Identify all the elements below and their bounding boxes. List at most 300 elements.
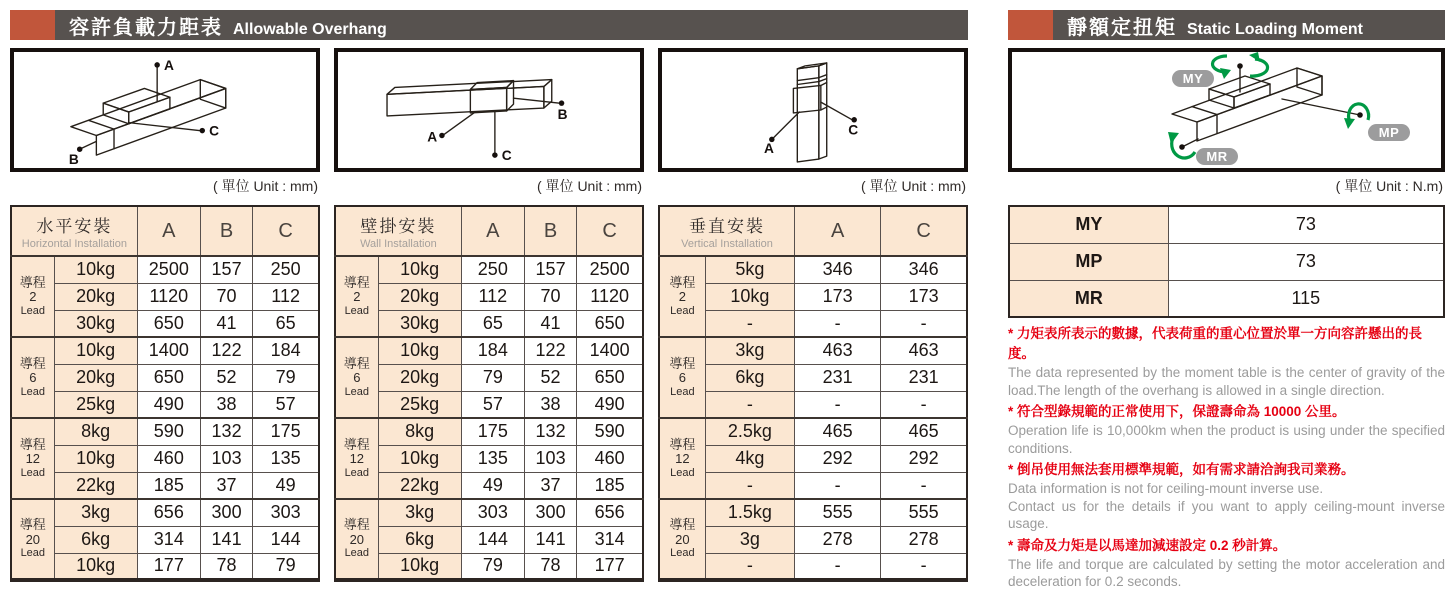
load-cell: 1.5kg [705,499,794,526]
value-cell: - [795,553,881,580]
footnote-en: The data represented by the moment table is the center of gravity of the load.The length of the overhang is allowed in a single direction. [1008,365,1445,398]
moment-label: MP [1009,243,1168,280]
table-row [11,526,319,553]
value-cell: 52 [524,364,576,391]
footnote [1008,536,1445,589]
value-cell: 346 [795,256,881,283]
value-cell: 184 [461,337,524,364]
accent-square [10,10,55,40]
value-cell: 37 [200,472,252,499]
value-cell: 1120 [137,283,200,310]
value-cell: 303 [253,499,319,526]
load-cell: 10kg [378,445,461,472]
value-cell: 49 [253,472,319,499]
load-cell: 20kg [54,283,137,310]
lead-cell [11,499,54,580]
installation-title-cjk: 水平安裝 [36,217,113,236]
table-row [11,364,319,391]
svg-text:B: B [557,106,568,122]
table-row [11,499,319,526]
value-cell: 132 [524,418,576,445]
footnote-en: Operation life is 10,000km when the product is using under the specified conditions. [1008,423,1445,456]
moment-diagram [1012,52,1441,168]
moment-value: 73 [1168,206,1444,243]
value-cell: 144 [253,526,319,553]
value-cell: 590 [577,418,643,445]
value-cell: 175 [253,418,319,445]
moment-value: 73 [1168,243,1444,280]
value-cell: 177 [577,553,643,580]
footnote-cn: * 倒吊使用無法套用標準規範，如有需求請洽詢我司業務。 [1008,462,1355,477]
footnote-en: Contact us for the details if you want to apply ceiling-mount inverse usage. [1008,498,1445,531]
table-row [335,472,643,499]
table-row [659,472,967,499]
value-cell: 650 [137,364,200,391]
lead-cell [11,337,54,418]
value-cell: 79 [253,553,319,580]
footnote [1008,324,1445,399]
installation-title-en: Vertical Installation [681,238,773,250]
overhang-table-horizontal [10,205,320,582]
lead-label-en: Lead [670,466,695,479]
lead-number: 12 [349,451,365,467]
value-cell: 463 [795,337,881,364]
lead-number: 12 [675,451,690,467]
value-cell: 157 [200,256,252,283]
vertical-installation-diagram [662,52,964,168]
value-cell: 52 [200,364,252,391]
table-row [11,418,319,445]
table-row [11,553,319,580]
value-cell: 41 [524,310,576,337]
value-cell: 490 [137,391,200,418]
value-cell: 185 [577,472,643,499]
table-row [11,391,319,418]
value-cell: 555 [881,499,967,526]
lead-cell [659,499,705,580]
lead-number: 20 [675,531,690,547]
value-cell: 70 [200,283,252,310]
footnote-cn: * 力矩表所表示的數據，代表荷重的重心位置於單一方向容許懸出的長度。 [1008,326,1423,361]
point-b-marker [69,141,96,167]
table-row [659,337,967,364]
svg-text:MR: MR [1206,149,1228,164]
table-row [659,418,967,445]
svg-text:C: C [501,148,512,164]
table-row [335,526,643,553]
lead-label-cjk: 導程 [343,274,370,290]
overhang-table-vertical [658,205,968,582]
lead-number: 6 [678,370,686,386]
table-row [659,526,967,553]
table-row [659,256,967,283]
value-cell: 157 [524,256,576,283]
column-header-c: C [577,206,643,256]
value-cell: 103 [524,445,576,472]
unit-label: ( 單位 Unit : N.m) [1335,178,1443,194]
value-cell: 144 [461,526,524,553]
lead-label-cjk: 導程 [19,355,46,371]
svg-text:A: A [164,57,174,73]
load-cell: 10kg [378,553,461,580]
lead-label-cjk: 導程 [669,517,696,533]
table-row [335,337,643,364]
vertical-table-host [658,205,968,582]
installation-title-en: Wall Installation [360,238,437,250]
section-title-cjk: 容許負載力距表 [69,16,223,39]
value-cell: 490 [577,391,643,418]
value-cell: 292 [795,445,881,472]
wall-table-host [334,205,644,582]
load-cell: - [705,472,794,499]
horizontal-installation-diagram-box [10,48,320,172]
value-cell: - [795,310,881,337]
lead-label-cjk: 導程 [343,355,370,371]
load-cell: 3kg [54,499,137,526]
table-row [659,499,967,526]
svg-text:B: B [68,151,79,167]
point-c-marker [130,123,219,139]
footnote-en: The life and torque are calculated by setting the motor acceleration and deceleration for 0.2 seconds. [1008,556,1445,589]
value-cell: 132 [200,418,252,445]
value-cell: 49 [461,472,524,499]
value-cell: 65 [253,310,319,337]
value-cell: 314 [137,526,200,553]
table-row [659,364,967,391]
point-b-marker [514,98,568,122]
value-cell: 122 [200,337,252,364]
load-cell: 25kg [54,391,137,418]
value-cell: 112 [253,283,319,310]
load-cell: 10kg [378,337,461,364]
lead-label-cjk: 導程 [343,517,370,533]
moment-table [1008,205,1445,318]
lead-label-en: Lead [20,466,46,479]
value-cell: 231 [795,364,881,391]
value-cell: 650 [137,310,200,337]
load-cell: - [705,310,794,337]
value-cell: 1120 [577,283,643,310]
section-title-cjk: 靜額定扭矩 [1067,16,1177,39]
column-header-b: B [200,206,252,256]
value-cell: 141 [524,526,576,553]
value-cell: 37 [524,472,576,499]
value-cell: 177 [137,553,200,580]
lead-label-cjk: 導程 [669,436,696,452]
lead-label-cjk: 導程 [669,274,696,290]
value-cell: 38 [200,391,252,418]
table-row [11,337,319,364]
value-cell: 103 [200,445,252,472]
value-cell: 112 [461,283,524,310]
lead-cell [335,418,378,499]
value-cell: 292 [881,445,967,472]
lead-cell [335,499,378,580]
load-cell: 10kg [54,256,137,283]
value-cell: 57 [253,391,319,418]
allowable-overhang-section [10,10,968,582]
section-header-static-loading-moment [1008,10,1445,40]
table-row [659,283,967,310]
point-c-marker [492,112,512,163]
lead-number: 20 [25,531,41,547]
installation-title-en: Horizontal Installation [21,238,127,250]
table-row [335,445,643,472]
column-header-a: A [795,206,881,256]
table-row [335,553,643,580]
column-header-b: B [524,206,576,256]
load-cell: - [705,553,794,580]
svg-text:MP: MP [1378,125,1400,140]
load-cell: 20kg [378,364,461,391]
accent-square [1008,10,1053,40]
footnote-cn: * 符合型錄規範的正常使用下，保證壽命為 10000 公里。 [1008,404,1346,419]
unit-label: ( 單位 Unit : mm) [213,178,318,194]
value-cell: 38 [524,391,576,418]
moment-label: MR [1009,280,1168,317]
value-cell: 303 [461,499,524,526]
installation-title-cjk: 垂直安裝 [689,217,765,236]
wall-column [334,48,644,582]
installation-title [11,206,137,256]
load-cell: 6kg [378,526,461,553]
load-cell: 30kg [378,310,461,337]
load-cell: 20kg [378,283,461,310]
load-cell: 3kg [705,337,794,364]
lead-cell [11,418,54,499]
value-cell: 1400 [137,337,200,364]
lead-cell [335,256,378,337]
lead-cell [659,418,705,499]
mr-moment-marker [1168,132,1238,165]
section-title-en: Static Loading Moment [1187,20,1363,38]
table-row [659,310,967,337]
load-cell: 20kg [54,364,137,391]
section-title [55,11,387,40]
load-cell: 10kg [54,337,137,364]
lead-number: 6 [29,370,37,386]
lead-cell [659,337,705,418]
value-cell: 555 [795,499,881,526]
value-cell: 185 [137,472,200,499]
lead-label-en: Lead [670,547,695,560]
carriage-outline [470,81,513,113]
value-cell: - [881,472,967,499]
value-cell: 135 [253,445,319,472]
value-cell: 175 [461,418,524,445]
load-cell: 22kg [378,472,461,499]
value-cell: 41 [200,310,252,337]
my-moment-marker [1172,52,1268,92]
section-header-allowable-overhang [10,10,968,40]
value-cell: 465 [795,418,881,445]
value-cell: 122 [524,337,576,364]
lead-label-en: Lead [670,385,695,398]
value-cell: 278 [795,526,881,553]
load-cell: 2.5kg [705,418,794,445]
moment-diagram-box [1008,48,1445,172]
value-cell: 79 [461,364,524,391]
value-cell: 65 [461,310,524,337]
rail-outline [387,80,552,116]
column-header-c: C [881,206,967,256]
lead-cell [335,337,378,418]
lead-label-cjk: 導程 [19,517,46,533]
lead-label-en: Lead [20,304,46,317]
value-cell: 460 [137,445,200,472]
value-cell: 590 [137,418,200,445]
value-cell: 2500 [577,256,643,283]
table-row [11,256,319,283]
footnotes [1008,324,1445,589]
moment-label: MY [1009,206,1168,243]
static-loading-moment-section [1008,10,1445,589]
table-row [335,364,643,391]
svg-text:A: A [427,129,438,145]
moment-row-mr [1009,280,1444,317]
load-cell: 10kg [54,445,137,472]
load-cell: 10kg [54,553,137,580]
table-row [11,445,319,472]
value-cell: 656 [137,499,200,526]
value-cell: 346 [881,256,967,283]
lead-label-en: Lead [344,385,370,398]
table-row [659,445,967,472]
load-cell: 25kg [378,391,461,418]
value-cell: 250 [253,256,319,283]
svg-text:C: C [848,122,859,138]
value-cell: 656 [577,499,643,526]
moment-value: 115 [1168,280,1444,317]
wall-installation-diagram-box [334,48,644,172]
value-cell: 70 [524,283,576,310]
table-row [335,310,643,337]
unit-label: ( 單位 Unit : mm) [861,178,966,194]
column-header-c: C [253,206,319,256]
unit-label: ( 單位 Unit : mm) [537,178,642,194]
header-row [11,206,319,256]
carriage-outline [793,83,826,113]
header-row [659,206,967,256]
overhang-columns [10,48,968,582]
lead-cell [659,256,705,337]
lead-cell [11,256,54,337]
lead-label-cjk: 導程 [669,355,696,371]
point-a-marker [764,112,799,156]
value-cell: 79 [461,553,524,580]
value-cell: 173 [881,283,967,310]
footnote-en: Data information is not for ceiling-mount inverse use. [1008,481,1324,496]
value-cell: - [795,472,881,499]
column-header-a: A [137,206,200,256]
value-cell: 460 [577,445,643,472]
value-cell: 2500 [137,256,200,283]
value-cell: 135 [461,445,524,472]
moment-row-mp [1009,243,1444,280]
value-cell: 650 [577,364,643,391]
value-cell: 184 [253,337,319,364]
overhang-table-wall [334,205,644,582]
horizontal-installation-diagram [14,52,316,168]
installation-title-cjk: 壁掛安裝 [360,217,437,236]
section-title-en: Allowable Overhang [233,20,387,38]
installation-title [659,206,795,256]
load-cell: 10kg [378,256,461,283]
wall-installation-diagram [338,52,640,168]
value-cell: 1400 [577,337,643,364]
value-cell: 300 [200,499,252,526]
load-cell: 4kg [705,445,794,472]
table-row [659,553,967,580]
lead-label-en: Lead [20,385,46,398]
svg-text:A: A [763,141,774,157]
table-row [335,256,643,283]
lead-label-en: Lead [20,547,46,560]
mp-moment-marker [1282,99,1410,141]
lead-number: 2 [29,289,37,305]
table-row [335,418,643,445]
table-row [11,472,319,499]
load-cell: 22kg [54,472,137,499]
lead-number: 2 [353,289,361,305]
value-cell: 465 [881,418,967,445]
table-row [335,499,643,526]
installation-title [335,206,461,256]
load-cell: 3kg [378,499,461,526]
table-row [11,310,319,337]
load-cell: 6kg [54,526,137,553]
table-row [11,283,319,310]
load-cell: 5kg [705,256,794,283]
value-cell: 314 [577,526,643,553]
table-row [335,391,643,418]
value-cell: 78 [524,553,576,580]
value-cell: 231 [881,364,967,391]
value-cell: 57 [461,391,524,418]
value-cell: 463 [881,337,967,364]
value-cell: 78 [200,553,252,580]
value-cell: - [881,310,967,337]
value-cell: - [795,391,881,418]
load-cell: 30kg [54,310,137,337]
load-cell: 8kg [378,418,461,445]
load-cell: - [705,391,794,418]
svg-text:MY: MY [1182,71,1204,86]
lead-label-cjk: 導程 [343,436,370,452]
lead-label-en: Lead [344,547,370,560]
carriage-outline [103,88,170,123]
footnote [1008,402,1445,457]
lead-number: 6 [353,370,361,386]
point-a-marker [427,112,475,144]
horizontal-table-host [10,205,320,582]
footnote-cn: * 壽命及力矩是以馬達加減速設定 0.2 秒計算。 [1008,537,1287,553]
svg-text:C: C [209,123,220,139]
lead-label-cjk: 導程 [19,436,46,452]
value-cell: 173 [795,283,881,310]
value-cell: - [881,553,967,580]
column-header-a: A [461,206,524,256]
vertical-column [658,48,968,582]
lead-number: 20 [349,531,365,547]
load-cell: 6kg [705,364,794,391]
load-cell: 3g [705,526,794,553]
table-row [335,283,643,310]
value-cell: 650 [577,310,643,337]
value-cell: 300 [524,499,576,526]
section-title [1053,11,1363,40]
horizontal-column [10,48,320,582]
